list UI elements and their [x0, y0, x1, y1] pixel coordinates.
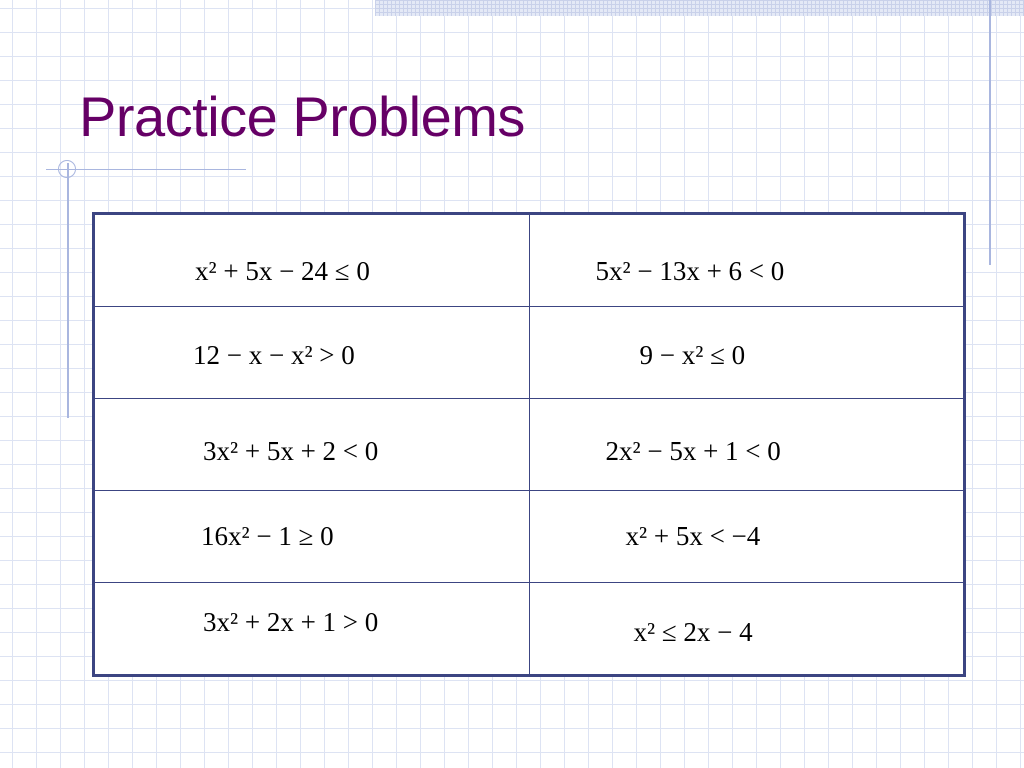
table-cell: [94, 583, 530, 676]
top-decorative-band: [375, 0, 1024, 16]
table-cell: [529, 491, 965, 583]
inequality: x² + 5x − 24 ≤ 0: [195, 256, 370, 286]
table-row: [94, 307, 965, 399]
inequality: 2x² − 5x + 1 < 0: [605, 436, 781, 466]
left-decorative-rule: [67, 163, 69, 418]
table-cell: [529, 583, 965, 676]
slide-title: Practice Problems: [79, 85, 525, 148]
table-cell: [94, 399, 530, 491]
inequality: 9 − x² ≤ 0: [639, 340, 746, 370]
inequality: 3x² + 5x + 2 < 0: [203, 436, 379, 466]
inequality: 5x² − 13x + 6 < 0: [595, 256, 785, 286]
title-underline-rule: [46, 169, 246, 170]
inequality: x² ≤ 2x − 4: [633, 617, 753, 647]
inequality: 12 − x − x² > 0: [193, 340, 355, 370]
practice-problems-table: [92, 212, 966, 677]
rule-circle-ornament: [58, 160, 76, 178]
table-cell: [529, 399, 965, 491]
table-cell: [94, 214, 530, 307]
inequality: 16x² − 1 ≥ 0: [201, 521, 334, 551]
inequality: x² + 5x < −4: [625, 521, 761, 551]
table-cell: [94, 307, 530, 399]
table-cell: [529, 307, 965, 399]
table-row: [94, 214, 965, 307]
table-row: [94, 491, 965, 583]
table-row: [94, 399, 965, 491]
table-cell: [529, 214, 965, 307]
table-row: [94, 583, 965, 676]
inequality: 3x² + 2x + 1 > 0: [203, 607, 379, 637]
right-decorative-rule: [989, 0, 991, 265]
table-cell: [94, 491, 530, 583]
